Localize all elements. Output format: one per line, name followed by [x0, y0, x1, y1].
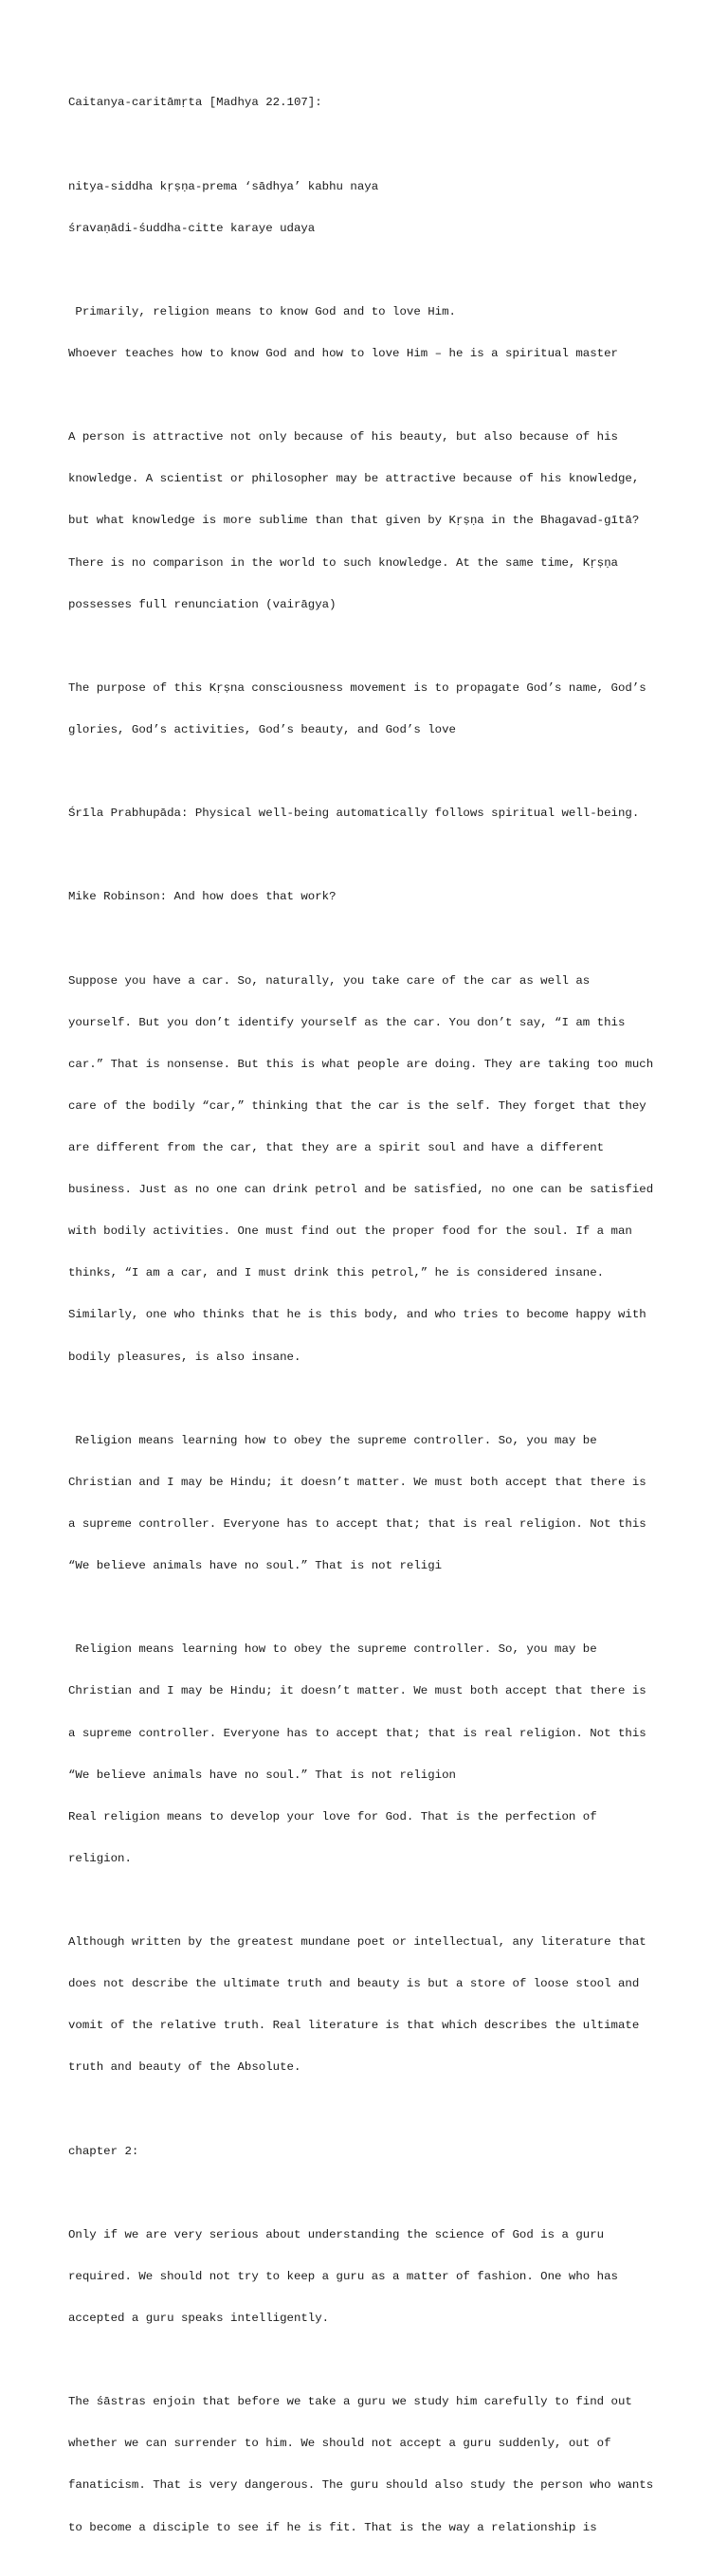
verse-paragraph — [68, 152, 664, 263]
text-line: Religion means learning how to obey the supreme controller. So, you may be — [68, 1433, 597, 1447]
body-paragraph — [68, 1615, 664, 1894]
body-paragraph — [68, 653, 664, 765]
text-line: Śrīla Prabhupāda: Physical well-being automatically follows spiritual well-being. — [68, 807, 640, 821]
text-line: Although written by the greatest mundane poet or intellectual, any literature that — [68, 1935, 646, 1950]
body-paragraph — [68, 278, 664, 390]
text-line: Real religion means to develop your love for God. That is the perfection of — [68, 1809, 597, 1823]
text-line: bodily pleasures, is also insane. — [68, 1350, 301, 1364]
text-line: with bodily activities. One must find out the proper food for the soul. If a man — [68, 1225, 632, 1239]
body-paragraph — [68, 862, 664, 933]
text-line: possesses full renunciation (vairāgya) — [68, 597, 337, 611]
text-line: a supreme controller. Everyone has to accept that; that is real religion. Not this — [68, 1517, 646, 1531]
text-line: required. We should not try to keep a guru as a matter of fashion. One who has — [68, 2269, 618, 2283]
text-line: religion. — [68, 1851, 132, 1865]
text-line: There is no comparison in the world to such knowledge. At the same time, Kṛṣṇa — [68, 555, 618, 570]
text-line: The śāstras enjoin that before we take a guru we study him carefully to find out — [68, 2395, 632, 2409]
text-line: business. Just as no one can drink petrol and be satisfied, no one can be satisfied — [68, 1183, 654, 1197]
text-line: car.” That is nonsense. But this is what people are doing. They are taking too much — [68, 1057, 654, 1071]
text-line: Caitanya-caritāmṛta [Madhya 22.107]: — [68, 96, 322, 110]
text-line: Whoever teaches how to know God and how to love Him – he is a spiritual master — [68, 347, 618, 361]
text-line: care of the bodily “car,” thinking that the car is the self. They forget that they — [68, 1098, 646, 1113]
body-paragraph — [68, 2200, 664, 2353]
text-line: whether we can surrender to him. We should not accept a guru suddenly, out of — [68, 2437, 611, 2451]
text-line: truth and beauty of the Absolute. — [68, 2060, 301, 2075]
text-line: Christian and I may be Hindu; it doesn’t matter. We must both accept that there is — [68, 1684, 646, 1698]
text-line: thinks, “I am a car, and I must drink this petrol,” he is considered insane. — [68, 1266, 605, 1280]
text-line: “We believe animals have no soul.” That is not religi — [68, 1559, 443, 1573]
text-line: Religion means learning how to obey the supreme controller. So, you may be — [68, 1642, 597, 1657]
text-line: Similarly, one who thinks that he is this body, and who tries to become happy with — [68, 1308, 646, 1322]
text-line: fanaticism. That is very dangerous. The guru should also study the person who wants — [68, 2478, 654, 2493]
text-line: The purpose of this Kṛṣna consciousness movement is to propagate God’s name, God’s — [68, 680, 646, 695]
body-paragraph — [68, 1908, 664, 2103]
text-line: chapter 2: — [68, 2144, 139, 2158]
text-line: but what knowledge is more sublime than that given by Kṛṣṇa in the Bhagavad-gītā? — [68, 514, 640, 528]
text-line: Mike Robinson: And how does that work? — [68, 890, 337, 904]
body-paragraph — [68, 946, 664, 1392]
text-line: to become a disciple to see if he is fit. That is the way a relationship is — [68, 2520, 597, 2534]
text-line: vomit of the relative truth. Real literature is that which describes the ultimate — [68, 2019, 640, 2033]
text-line: Christian and I may be Hindu; it doesn’t matter. We must both accept that there is — [68, 1475, 646, 1489]
text-line: nitya-siddha kṛṣṇa-prema ‘sādhya’ kabhu naya — [68, 179, 379, 193]
text-line: glories, God’s activities, God’s beauty, and God’s love — [68, 722, 456, 736]
text-line: are different from the car, that they are a spirit soul and have a different — [68, 1141, 605, 1155]
chapter-heading — [68, 2116, 664, 2186]
text-line: “We believe animals have no soul.” That is not religion — [68, 1768, 456, 1782]
text-line: does not describe the ultimate truth and beauty is but a store of loose stool and — [68, 1977, 640, 1991]
text-line: A person is attractive not only because of his beauty, but also because of his — [68, 430, 618, 444]
text-line: Only if we are very serious about understanding the science of God is a guru — [68, 2227, 605, 2241]
body-paragraph — [68, 403, 664, 640]
text-line: yourself. But you don’t identify yourself as the car. You don’t say, “I am this — [68, 1015, 626, 1029]
body-paragraph — [68, 2367, 664, 2563]
text-line: accepted a guru speaks intelligently. — [68, 2312, 330, 2326]
text-line: śravaṇādi-śuddha-citte karaye udaya — [68, 221, 316, 235]
citation-paragraph — [68, 68, 664, 138]
text-line: Primarily, religion means to know God and to love Him. — [68, 304, 456, 318]
body-paragraph — [68, 1406, 664, 1601]
text-line: a supreme controller. Everyone has to accept that; that is real religion. Not this — [68, 1726, 646, 1740]
body-paragraph — [68, 779, 664, 849]
text-line: knowledge. A scientist or philosopher may be attractive because of his knowledge, — [68, 472, 640, 486]
document-page — [68, 68, 664, 2576]
text-line: Suppose you have a car. So, naturally, you take care of the car as well as — [68, 973, 591, 988]
